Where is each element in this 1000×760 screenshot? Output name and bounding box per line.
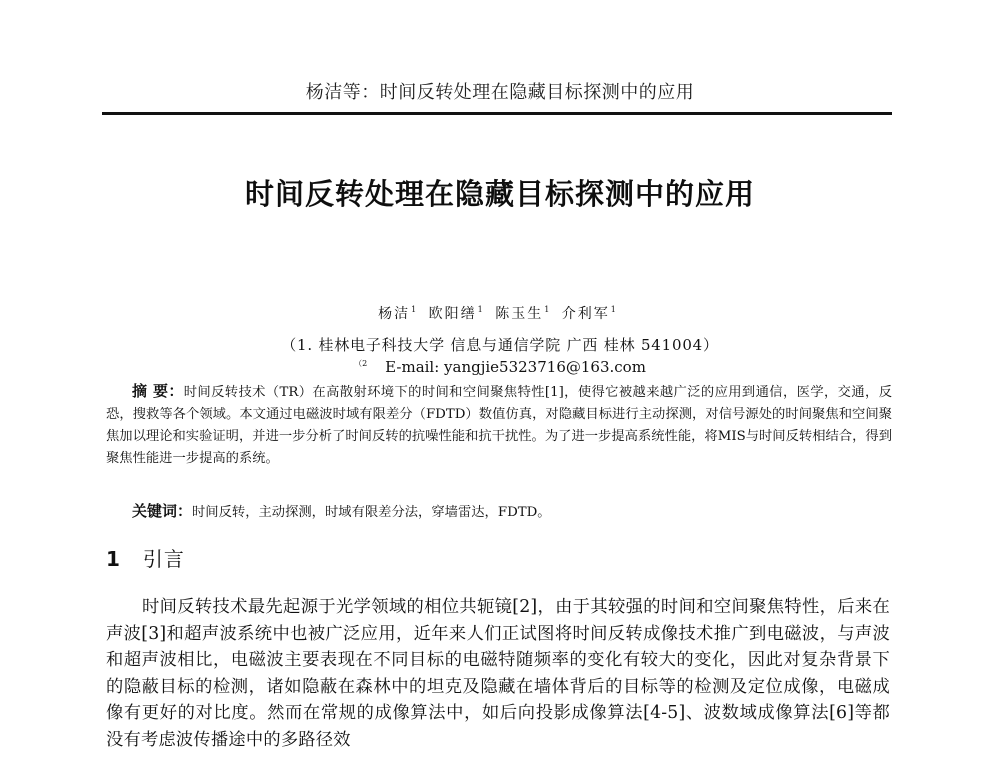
abstract-label: 摘 要： [132, 382, 184, 400]
header-rule [102, 112, 892, 115]
body-paragraph: 时间反转技术最先起源于光学领域的相位共轭镜[2]，由于其较强的时间和空间聚焦特性，后来在声波[3]和超声波系统中也被广泛应用，近年来人们正试图将时间反转成像技术推广到电磁波，与声波和超声波相比，电磁波主要表现在不同目标的电磁特随频率的变化有较大的变化，因此对复杂背景下的隐蔽目标的检测，诸如隐蔽在森林中的坦克及隐藏在墙体背后的目标等的检测及定位成像，电磁成像有更好的对比度。然而在常规的成像算法中，如后向投影成像算法[4-5]、波数域成像算法[6]等都没有考虑波传播途中的多路径效 [106, 597, 890, 750]
author-list [0, 303, 1000, 323]
section-number: 1 [106, 547, 121, 571]
email-affil-mark: （2 [354, 359, 368, 368]
paper-title: 时间反转处理在隐藏目标探测中的应用 [244, 177, 755, 211]
email-line [0, 358, 1000, 376]
affiliation: （1. 桂林电子科技大学 信息与通信学院 广西 桂林 541004） [281, 336, 719, 354]
keywords-text: 时间反转，主动探测，时域有限差分法，穿墙雷达，FDTD。 [192, 505, 551, 520]
email-address: E-mail: yangjie5323716@163.com [385, 358, 646, 376]
author-name: 陈玉生 [495, 306, 544, 322]
author-name: 介利军 [561, 306, 610, 322]
section-heading [106, 543, 185, 572]
keywords-label: 关键词： [132, 502, 193, 520]
abstract [106, 380, 892, 470]
author-name: 杨洁 [378, 306, 411, 322]
section-title: 引言 [142, 547, 185, 571]
running-header: 杨洁等：时间反转处理在隐藏目标探测中的应用 [305, 82, 695, 103]
author-affil-mark: 1 [477, 305, 485, 315]
author-name: 欧阳缮 [428, 306, 477, 322]
author-affil-mark: 1 [610, 305, 618, 315]
author-affil-mark: 1 [411, 305, 419, 315]
author-affil-mark: 1 [544, 305, 552, 315]
keywords [132, 500, 892, 521]
abstract-text: 时间反转技术（TR）在高散射环境下的时间和空间聚焦特性[1]，使得它被越来越广泛的应用到通信，医学，交通，反恐，搜救等各个领域。本文通过电磁波时域有限差分（FDTD）数值仿真，对隐藏目标进行主动探测，对信号源处的时间聚焦和空间聚焦加以理论和实验证明，并进一步分析了时间反转的抗噪性能和抗干扰性。为了进一步提高系统性能，将MIS与时间反转相结合，得到聚焦性能进一步提高的系统。 [106, 385, 892, 466]
